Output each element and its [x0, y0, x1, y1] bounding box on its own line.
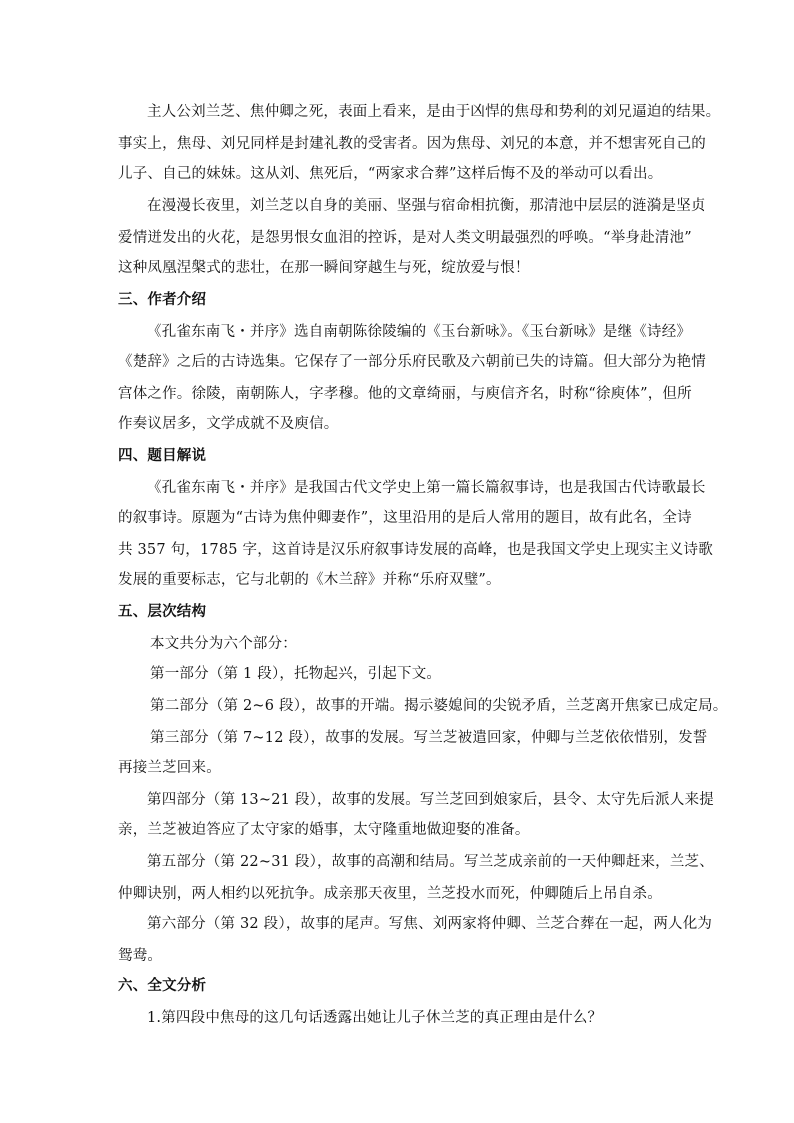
paragraph-line: 第二部分（第 2~6 段），故事的开端。揭示婆媳间的尖锐矛盾，兰芝离开焦家已成定局。 — [150, 698, 728, 714]
paragraph-line: 仲卿诀别，两人相约以死抗争。成亲那天夜里，兰芝投水而死，仲卿随后上吊自杀。 — [118, 886, 662, 902]
paragraph-line: 再接兰芝回来。 — [118, 760, 221, 776]
paragraph-line: 儿子、自己的妹妹。这从刘、焦死后，“两家求合葬”这样后悔不及的举动可以看出。 — [118, 166, 663, 182]
paragraph-line: 第五部分（第 22~31 段），故事的高潮和结局。写兰芝成亲前的一天仲卿赶来，兰芝、 — [147, 854, 714, 870]
paragraph-line: 亲，兰芝被迫答应了太守家的婚事，太守隆重地做迎娶的准备。 — [118, 822, 530, 838]
paragraph-line: 第一部分（第 1 段），托物起兴，引起下文。 — [150, 666, 442, 682]
paragraph-line: 在漫漫长夜里，刘兰芝以自身的美丽、坚强与宿命相抗衡，那清池中层层的涟漪是坚贞 — [147, 198, 706, 214]
paragraph-line: 第三部分（第 7~12 段），故事的发展。写兰芝被遣回家，仲卿与兰芝依依惜别，发誓 — [150, 730, 708, 746]
paragraph-line: 第四部分（第 13~21 段），故事的发展。写兰芝回到娘家后，县令、太守先后派人来提 — [147, 792, 714, 808]
paragraph-line: 事实上，焦母、刘兄同样是封建礼教的受害者。因为焦母、刘兄的本意，并不想害死自己的 — [118, 136, 706, 152]
section-heading: 四、题目解说 — [118, 448, 207, 464]
paragraph-line: 鸳鸯。 — [118, 948, 163, 964]
paragraph-line: 《孔雀东南飞・并序》是我国古代文学史上第一篇长篇叙事诗，也是我国古代诗歌最长 — [147, 480, 706, 496]
section-heading: 三、作者介绍 — [118, 292, 207, 308]
paragraph-line: 的叙事诗。原题为“古诗为焦仲卿妻作”，这里沿用的是后人常用的题目，故有此名，全诗 — [118, 510, 692, 526]
question-line: 1.第四段中焦母的这几句话透露出她让儿子休兰芝的真正理由是什么？ — [147, 1010, 603, 1026]
paragraph-line: 发展的重要标志，它与北朝的《木兰辞》并称“乐府双璧”。 — [118, 572, 501, 588]
paragraph-line: 《楚辞》之后的古诗选集。它保存了一部分乐府民歌及六朝前已失的诗篇。但大部分为艳情 — [118, 354, 706, 370]
paragraph-line: 共 357 句，1785 字，这首诗是汉乐府叙事诗发展的高峰，也是我国文学史上现实主义诗歌 — [118, 542, 713, 558]
paragraph-line: 这种凤凰涅槃式的悲壮，在那一瞬间穿越生与死，绽放爱与恨！ — [118, 260, 530, 276]
paragraph-line: 主人公刘兰芝、焦仲卿之死，表面上看来，是由于凶悍的焦母和势利的刘兄逼迫的结果。 — [147, 104, 721, 120]
paragraph-line: 宫体之作。徐陵，南朝陈人，字孝穆。他的文章绮丽，与庾信齐名，时称“徐庾体”，但所 — [118, 386, 692, 402]
paragraph-line: 本文共分为六个部分： — [150, 636, 297, 652]
paragraph-line: 《孔雀东南飞・并序》选自南朝陈徐陵编的《玉台新咏》。《玉台新咏》是继《诗经》 — [147, 324, 692, 340]
section-heading: 五、层次结构 — [118, 604, 207, 620]
paragraph-line: 第六部分（第 32 段），故事的尾声。写焦、刘两家将仲卿、兰芝合葬在一起，两人化为 — [147, 916, 713, 932]
section-heading: 六、全文分析 — [118, 978, 207, 994]
paragraph-line: 作奏议居多，文学成就不及庾信。 — [118, 416, 339, 432]
paragraph-line: 爱情迸发出的火花，是怨男恨女血泪的控诉，是对人类文明最强烈的呼唤。“举身赴清池” — [118, 230, 692, 246]
